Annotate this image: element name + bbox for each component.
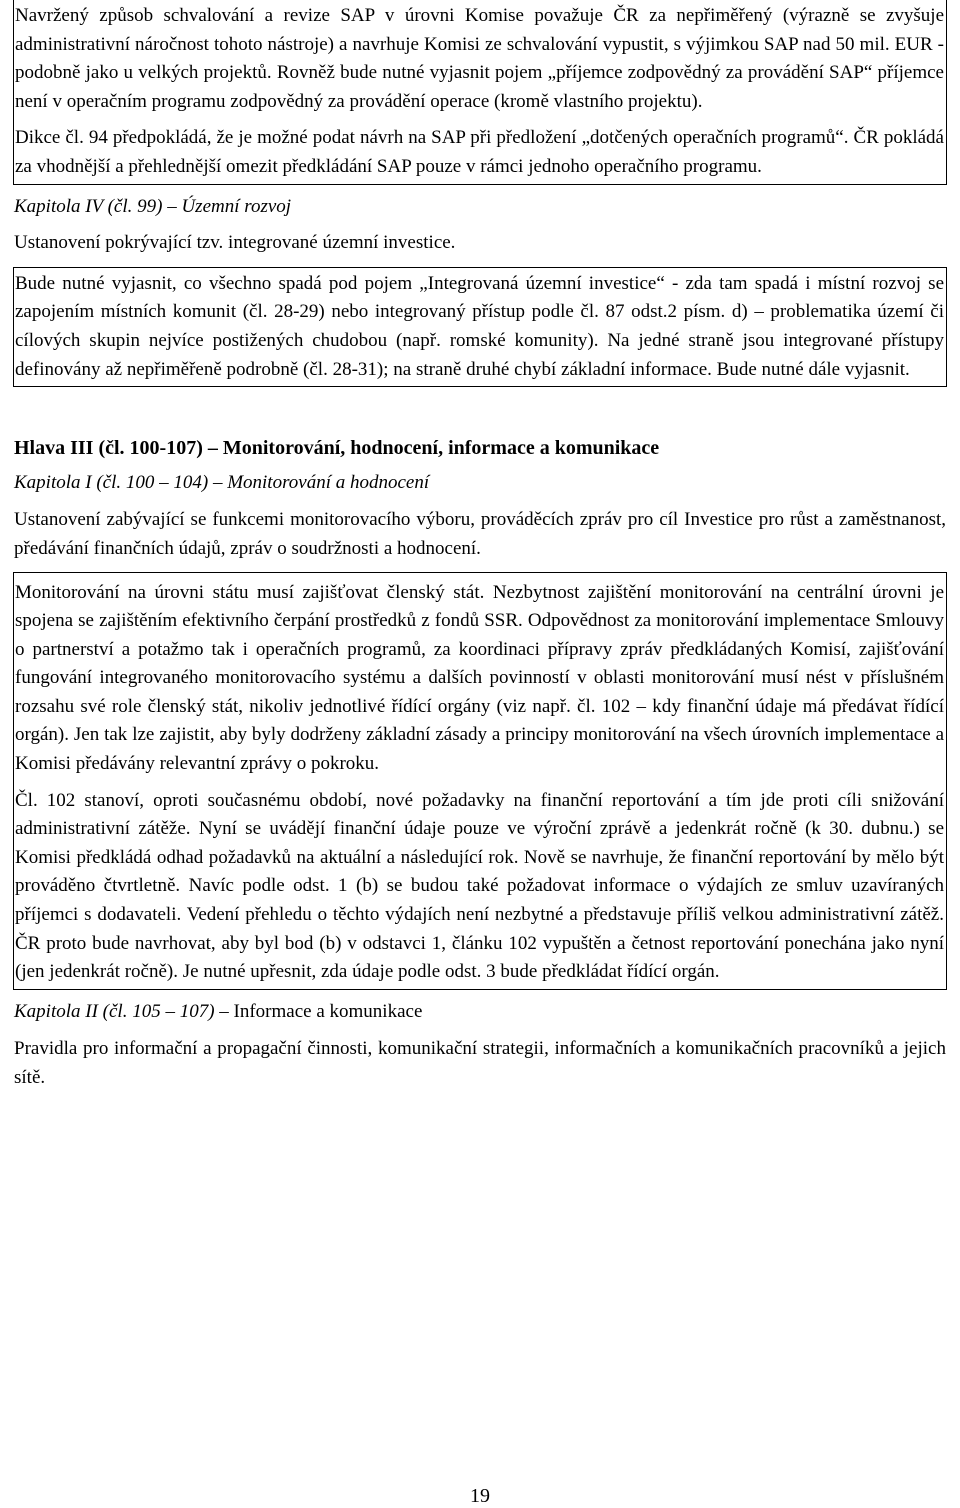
- paragraph-sap-approval: Navržený způsob schvalování a revize SAP v úrovni Komise považuje ČR za nepřiměřený (výrazně se zvyšuje administrativní náročnost tohoto nástroje) a navrhuje Komisi ze schvalování vypustit, s výjimkou SAP nad 50 mil. EUR - podobně jako u velkých projektů. Rovněž bude nutné vyjasnit pojem „příjemce zodpovědný za provádění SAP“ příjemce není v operačním programu zodpovědný za provádění operace (kromě vlastního projektu).: [15, 5, 944, 112]
- comment-box-iti: [13, 267, 947, 387]
- document-page: [14, 0, 946, 1093]
- heading-kapitola-ii-italic: Kapitola II (čl. 105 – 107) –: [14, 1000, 234, 1022]
- paragraph-integrated-investment: Bude nutné vyjasnit, co všechno spadá pod pojem „Integrovaná územní investice“ - zda tam spadá i místní rozvoj se zapojením místních komunit (čl. 28-29) nebo integrovaný přístup podle čl. 87 odst.2 písm. d) – problematika území či cílových skupin nejvíce postižených chudobou (např. romské komunity). Na jedné straně jsou integrované přístupy definovány až nepřiměřeně podrobně (čl. 28-31); na straně druhé chybí základní informace. Bude nutné dále vyjasnit.: [15, 272, 944, 380]
- intro-kapitola-iv: Ustanovení pokrývající tzv. integrované územní investice.: [14, 232, 456, 254]
- intro-kapitola-i: Ustanovení zabývající se funkcemi monitorovacího výboru, prováděcích zpráv pro cíl Investice pro růst a zaměstnanost, předávání finančních údajů, zpráv o soudržnosti a hodnocení.: [14, 509, 946, 559]
- paragraph-article-94: Dikce čl. 94 předpokládá, že je možné podat návrh na SAP při předložení „dotčených operačních programů“. ČR pokládá za vhodnější a přehlednější omezit předkládání SAP pouze v rámci jednoho operačního programu.: [15, 127, 944, 177]
- comment-box-monitoring: [13, 572, 947, 990]
- heading-kapitola-i: Kapitola I (čl. 100 – 104) – Monitorování a hodnocení: [14, 471, 430, 493]
- intro-kapitola-ii: Pravidla pro informační a propagační činnosti, komunikační strategii, informačních a komunikačních pracovníků a jejich sítě.: [14, 1038, 946, 1088]
- page-number: 19: [470, 1485, 490, 1507]
- paragraph-national-monitoring: Monitorování na úrovni státu musí zajišťovat členský stát. Nezbytnost zajištění monitorování na centrální úrovni je spojena se zajištěním efektivního čerpání prostředků z fondů SSR. Odpovědnost za monitorování implementace Smlouvy o partnerství a potažmo tak i operačních programů, za koordinaci přípravy zpráv předkládaných Komisí, zajišťování fungování integrovaného monitorovacího systému a dalších povinností v oblasti monitorování musí nést v příslušném rozsahu své role členský stát, nikoliv jednotlivé řídící orgány (viz např. čl. 102 – kdy finanční údaje má předávat řídící orgán). Jen tak lze zajistit, aby byly dodrženy základní zásady a principy monitorování na všech úrovních implementace a Komisi předávány relevantní zprávy o pokroku.: [15, 581, 944, 775]
- heading-hlava-iii: Hlava III (čl. 100-107) – Monitorování, hodnocení, informace a komunikace: [14, 437, 660, 460]
- comment-box-sap: [13, 0, 947, 185]
- heading-kapitola-iv: Kapitola IV (čl. 99) – Územní rozvoj: [14, 195, 292, 217]
- heading-kapitola-ii-rest: Informace a komunikace: [233, 1000, 423, 1022]
- heading-kapitola-ii: [14, 998, 946, 1027]
- paragraph-article-102: Čl. 102 stanoví, oproti současnému období, nové požadavky na finanční reportování a tím jde proti cíli snižování administrativní zátěže. Nyní se uvádějí finanční údaje pouze ve výroční zprávě a jedenkrát ročně (k 30. dubnu.) se Komisi předkládá odhad požadavků na aktuální a následující rok. Nově se navrhuje, že finanční reportování by mělo být prováděno čtvrtletně. Navíc podle odst. 1 (b) se budou také požadovat informace o výdajích ze smluv uzavíraných příjemci s dodavateli. Vedení přehledu o těchto výdajích není nezbytné a představuje příliš velkou administrativní zátěž. ČR proto bude navrhovat, aby byl bod (b) v odstavci 1, článku 102 vypuštěn a četnost reportování ponechána jako nyní (jen jedenkrát ročně). Je nutné upřesnit, zda údaje podle odst. 3 bude předkládat řídící orgán.: [15, 789, 944, 983]
